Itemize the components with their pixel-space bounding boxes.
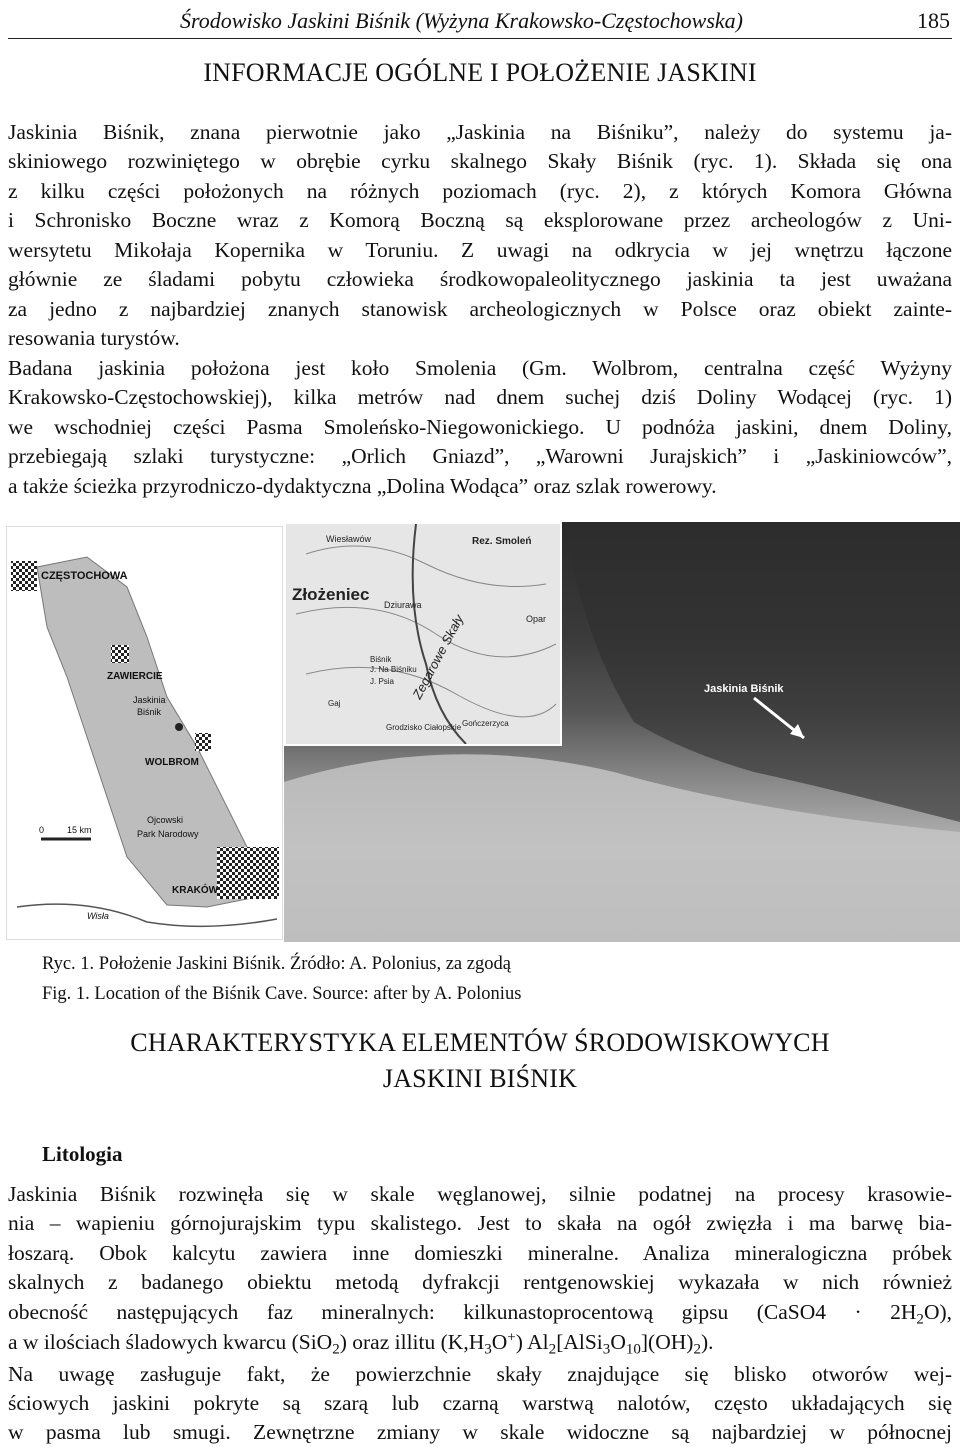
running-title: Środowisko Jaskini Biśnik (Wyżyna Krakowsko-Częstochowska) xyxy=(180,8,743,33)
map-label-wisla: Wisła xyxy=(87,911,109,921)
paragraph-line: Krakowsko-Częstochowskiej), kilka metrów nad dnem suchej dziś Doliny Wodącej (ryc. 1) xyxy=(8,385,952,409)
photo-label: Jaskinia Biśnik xyxy=(704,683,784,695)
paragraph-line: i Schronisko Boczne wraz z Komorą Boczną są eksplorowane przez archeologów z Uni- xyxy=(8,208,952,232)
paragraph-line: wersytetu Mikołaja Kopernika w Toruniu. Z uwagi na odkrycia w jej wnętrzu łączone xyxy=(8,238,952,262)
map-label-wolbrom: WOLBROM xyxy=(145,757,199,768)
figure-location xyxy=(6,522,960,942)
paragraph-line: z kilku części położonych na różnych poziomach (ryc. 2), z których Komora Główna xyxy=(8,179,952,203)
inset-label-dziurawa: Dziurawa xyxy=(384,600,422,610)
city-block-krakow xyxy=(217,847,279,899)
inset-label-jpsia: J. Psia xyxy=(370,677,395,686)
paragraph-line: ściowych jaskini pokryte są szarą lub czarną warstwą nalotów, często układających się xyxy=(8,1391,952,1415)
inset-label-rez: Rez. Smoleń xyxy=(472,536,532,547)
map-label-zawiercie: ZAWIERCIE xyxy=(107,671,163,682)
map-label-ojcowski: Ojcowski xyxy=(147,815,184,825)
inset-label-zlozeniec: Złożeniec xyxy=(292,585,370,604)
paragraph-line: za jedno z najbardziej znanych stanowisk archeologicznych w Polsce oraz obiekt zainte- xyxy=(8,297,952,321)
cave-marker xyxy=(175,723,183,731)
inset-label-zegarowe: Zegarowe Skały xyxy=(409,612,467,702)
topographic-inset xyxy=(284,522,562,746)
paragraph-line: skalnych z badanego obiektu metodą dyfrakcji rentgenowskiej wykazała w nich również xyxy=(8,1270,952,1294)
paragraph-line: we wschodniej części Pasma Smoleńsko-Niegowonickiego. U podnóża jaskini, dnem Doliny, xyxy=(8,415,952,439)
map-label-park: Park Narodowy xyxy=(137,829,199,839)
paragraph-line: głównie ze śladami pobytu człowieka środkowopaleolitycznego jaskinia ta jest uważana xyxy=(8,267,952,291)
inset-label-goncerzyca: Gończerzyca xyxy=(462,719,509,728)
paragraph-line: skiniowego rozwiniętego w obrębie cyrku skalnego Skały Biśnik (ryc. 1). Składa się ona xyxy=(8,149,952,173)
inset-label-gaj: Gaj xyxy=(328,699,341,708)
section-title: CHARAKTERYSTYKA ELEMENTÓW ŚRODOWISKOWYCH xyxy=(130,1028,830,1057)
paragraph-line: Jaskinia Biśnik rozwinęła się w skale węglanowej, silnie podatnej na procesy krasowie- xyxy=(8,1182,952,1206)
inset-label-bisnik: Biśnik xyxy=(370,655,392,664)
paragraph-line: nia – wapieniu górnojurajskim typu skalistego. Jest to skała na ogół zwięzła i ma barwę bia- xyxy=(8,1211,952,1235)
figure-caption-pl: Ryc. 1. Położenie Jaskini Biśnik. Źródło: A. Polonius, za zgodą xyxy=(42,954,511,974)
city-block-zawiercie xyxy=(111,645,129,663)
formula-line-gypsum: obecność następujących faz mineralnych: kilkunastoprocentową gipsu (CaSO4 · $2H_2O$), xyxy=(8,1300,952,1328)
inset-label-opar: Opar xyxy=(526,614,547,624)
map-label-scale15: 15 km xyxy=(67,825,92,835)
running-header xyxy=(0,0,960,42)
map-label-jaskinia: Jaskinia xyxy=(133,695,166,705)
subsection-title: Litologia xyxy=(42,1142,123,1166)
paragraph-line: przebiegają szlaki turystyczne: „Orlich Gniazd”, „Warowni Jurajskich” i „Jaskiniowców”, xyxy=(8,444,952,468)
paragraph-line: a także ścieżka przyrodniczo-dydaktyczna „Dolina Wodąca” oraz szlak rowerowy. xyxy=(8,474,717,498)
paragraph-line: Jaskinia Biśnik, znana pierwotnie jako „Jaskinia na Biśniku”, należy do systemu ja- xyxy=(8,120,952,144)
paragraph-line: łoszarą. Obok kalcytu zawiera inne domieszki mineralne. Analiza mineralogiczna próbek xyxy=(8,1241,952,1265)
city-block-czestochowa xyxy=(11,561,37,591)
paragraph-line: w pasma lub smugi. Zewnętrzne zmiany w skale widoczne są najbardziej w północnej xyxy=(8,1420,952,1444)
inset-label-wieslawow: Wiesławów xyxy=(326,534,372,544)
page-number: 185 xyxy=(917,8,950,33)
city-block-wolbrom xyxy=(195,733,211,751)
section-title-line2: JASKINI BIŚNIK xyxy=(382,1064,578,1093)
paragraph-line: Na uwagę zasługuje fakt, że powierzchnie skały znajdujące się blisko otworów wej- xyxy=(8,1362,952,1386)
inset-label-jnabisniku: J. Na Biśniku xyxy=(370,665,417,674)
map-label-scale0: 0 xyxy=(39,825,45,835)
inset-label-grodzisko: Grodzisko Ciałopskie xyxy=(386,723,462,732)
header-rule xyxy=(8,38,952,39)
location-map xyxy=(6,526,283,940)
paragraph-line: Badana jaskinia położona jest koło Smolenia (Gm. Wolbrom, centralna część Wyżyny xyxy=(8,356,952,380)
section-title: INFORMACJE OGÓLNE I POŁOŻENIE JASKINI xyxy=(203,58,757,87)
map-label-bisnik: Biśnik xyxy=(137,707,162,717)
map-label-krakow: KRAKÓW xyxy=(172,885,219,896)
figure-caption-en: Fig. 1. Location of the Biśnik Cave. Source: after by A. Polonius xyxy=(42,984,522,1004)
formula-line-illite: a w ilościach śladowych kwarcu (SiO$_2$) oraz illitu $(K,H_3O^+)$ $Al_2[AlSi_3O_{10}](OH)_2$). xyxy=(8,1329,714,1358)
map-label-czestochowa: CZĘSTOCHOWA xyxy=(41,570,128,582)
paragraph-line: resowania turystów. xyxy=(8,326,180,350)
vistula-river xyxy=(17,904,277,926)
